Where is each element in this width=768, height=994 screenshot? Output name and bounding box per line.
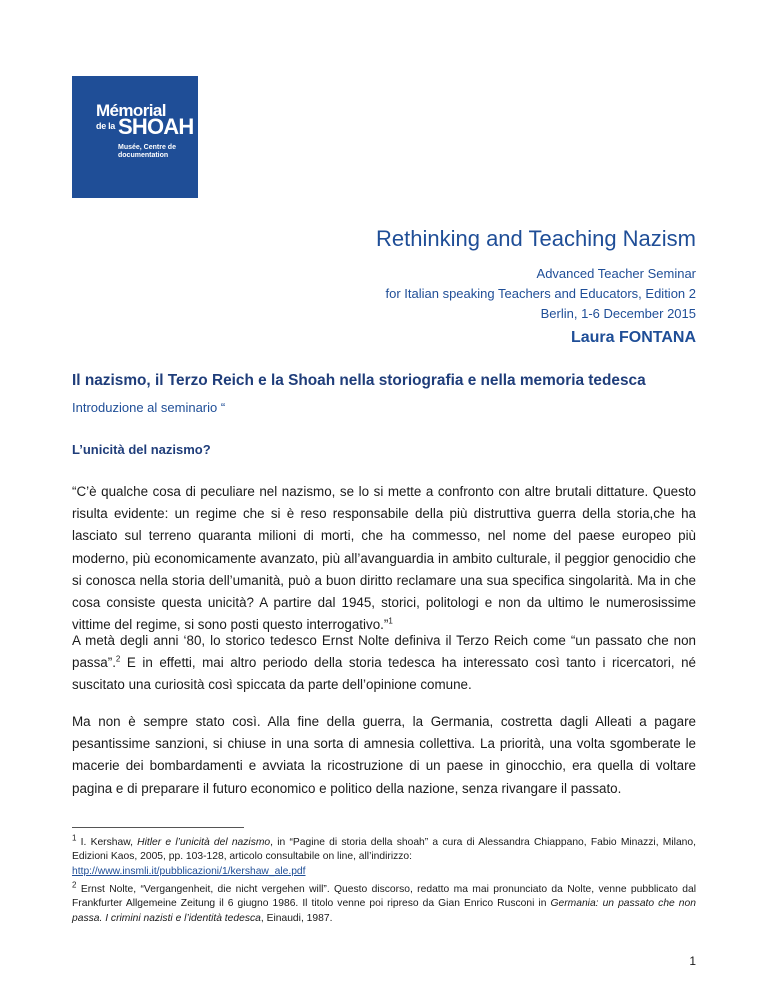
logo-text-shoah: SHOAH <box>118 114 194 139</box>
paragraph-2-text-b: E in effetti, mai altro periodo della storia tedesca ha interessato così tanto i ricercatori, né suscitato una curiosità così spiccata da parte dell’opinione comune. <box>72 655 696 693</box>
footnote-ref-1[interactable]: 1 <box>388 616 393 626</box>
author-name: Laura FONTANA <box>570 329 696 346</box>
paragraph-1-text: “C’è qualche cosa di peculiare nel nazismo, se lo si mette a confronto con altre brutali dittature. Questo risulta evidente: un regime che si è reso responsabile della più distruttiva guerra della storia,che ha lasciato sul terreno quaranta milioni di morti, che ha commesso, nel nome del paese europeo più moderno, più economicamente avanzato, più all’avanguardia in ambito culturale, il peggior genocidio che si conosca nella storia dell’umanità, può a buon diritto reclamare una sua specifica singolarità. Ma in che cosa consiste questa unicità? A partire dal 1945, storici, politologi e non da ultimo le numerosissime vittime del regime, si sono posti questo interrogativo.” <box>72 484 696 633</box>
memorial-shoah-logo <box>72 76 198 198</box>
paragraph-2-text-a: A metà degli anni ‘80, lo storico tedesco Ernst Nolte definiva il Terzo Reich come “un passato che non passa”. <box>72 633 696 671</box>
paper-heading: Il nazismo, il Terzo Reich e la Shoah nella storiografia e nella memoria tedesca <box>72 372 646 389</box>
footnote-2-mark: 2 <box>72 880 77 890</box>
logo-text-memorial: Mémorial <box>96 101 166 120</box>
footnote-1 <box>72 833 696 879</box>
footnote-2-title: Germania: un passato che non passa. I crimini nazisti e l’identità tedesca <box>72 898 696 924</box>
footnote-divider <box>72 827 244 828</box>
paragraph-2 <box>72 630 696 697</box>
footnote-1-title: Hitler e l’unicità del nazismo <box>137 837 271 848</box>
seminar-name: Advanced Teacher Seminar <box>536 266 696 281</box>
seminar-place-date: Berlin, 1-6 December 2015 <box>540 306 696 321</box>
logo-text-museum: Musée, Centre de documentation <box>118 144 176 159</box>
footnote-2-text-a: Ernst Nolte, “Vergangenheit, die nicht vergehen will”. Questo discorso, redatto ma mai pronunciato da Nolte, venne pubblicato dal Frankfurter Allgemeine Zeitung il 6 giugno 1986. Il titolo venne poi ripreso da Gian Enrico Rusconi in <box>72 884 696 910</box>
footnote-1-text-a: I. Kershaw, <box>76 837 138 848</box>
footnote-2-text-b: , Einaudi, 1987. <box>260 912 333 924</box>
footnote-1-link[interactable]: http://www.insmli.it/pubblicazioni/1/kershaw_ale.pdf <box>72 865 306 877</box>
footnote-2 <box>72 880 696 926</box>
paragraph-1 <box>72 481 696 636</box>
footnote-1-text-b: , in “Pagine di storia della shoah” a cura di Alessandra Chiappano, Fabio Minazzi, Milano, Edizioni Kaos, 2005, pp. 103-128, articolo consultabile on line, all’indirizzo: <box>72 837 696 863</box>
page-number: 1 <box>689 954 696 968</box>
paper-subheading: Introduzione al seminario “ <box>72 400 226 415</box>
document-title: Rethinking and Teaching Nazism <box>376 226 696 251</box>
seminar-audience: for Italian speaking Teachers and Educators, Edition 2 <box>385 286 696 301</box>
footnote-1-mark: 1 <box>72 833 77 843</box>
footnote-ref-2[interactable]: 2 <box>115 654 121 664</box>
paragraph-3: Ma non è sempre stato così. Alla fine della guerra, la Germania, costretta dagli Alleati a pagare pesantissime sanzioni, si chiuse in una sorta di amnesia collettiva. La priorità, una volta sgomberate le macerie dei bombardamenti e avviata la ricostruzione di un paese in ginocchio, era quella di voltare pagina e di preparare il futuro economico e politico della nazione, senza rivangare il passato. <box>72 714 696 796</box>
logo-text-dela: de la <box>96 121 116 131</box>
section-heading: L’unicità del nazismo? <box>72 442 211 457</box>
